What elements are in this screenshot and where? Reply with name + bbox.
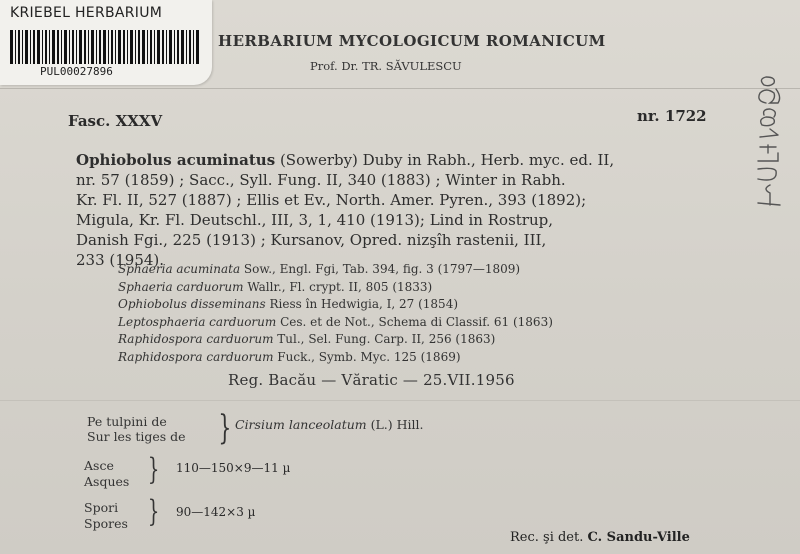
synonym-item: Sphaeria carduorum Wallr., Fl. crypt. II, 805 (1833): [118, 279, 433, 294]
synonym-list: [118, 261, 553, 366]
asci-measurement: 110—150×9—11 µ: [176, 461, 291, 475]
divider: [0, 400, 800, 401]
barcode-number: PUL00027896: [40, 65, 113, 78]
fascicle-label: Fasc. XXXV: [68, 112, 163, 130]
asci-label-ro: Asce: [84, 458, 114, 473]
synonym-item: Leptosphaeria carduorum Ces. et de Not., Schema di Classif. 61 (1863): [118, 314, 553, 329]
asci-label-fr: Asques: [84, 474, 130, 489]
barcode-icon: [10, 30, 200, 64]
substrate-labels: [87, 414, 186, 444]
citation-line: Kr. Fl. II, 527 (1887) ; Ellis et Ev., North. Amer. Pyren., 393 (1892);: [76, 191, 587, 209]
synonym-item: Sphaeria acuminata Sow., Engl. Fgi, Tab. 394, fig. 3 (1797—1809): [118, 262, 521, 276]
specimen-number: nr. 1722: [637, 107, 707, 125]
main-citation: [76, 150, 716, 270]
determiner-name: C. Sandu-Ville: [587, 530, 690, 545]
citation-line: 233 (1954).: [76, 251, 165, 269]
brace-icon: }: [147, 494, 160, 529]
brace-icon: }: [218, 408, 232, 448]
brace-icon: }: [147, 452, 160, 487]
locality-line: Reg. Bacău — Văratic — 25.VII.1956: [228, 371, 515, 389]
citation-line: Danish Fgi., 225 (1913) ; Kursanov, Opred. nizşîh rastenii, III,: [76, 231, 547, 249]
taxon-name: Ophiobolus acuminatus: [76, 151, 276, 169]
host-plant: Cirsium lanceolatum (L.) Hill.: [235, 417, 424, 432]
handwritten-accession-annotation: [748, 75, 788, 215]
synonym-item: Raphidospora carduorum Fuck., Symb. Myc. 125 (1869): [118, 349, 461, 364]
barcode-sticker: [0, 0, 212, 85]
citation-line: nr. 57 (1859) ; Sacc., Syll. Fung. II, 340 (1883) ; Winter in Rabh.: [76, 171, 566, 189]
spore-labels: [84, 500, 128, 532]
asci-labels: [84, 458, 129, 490]
substrate-label-fr: Sur les tiges de: [87, 429, 186, 444]
spore-label-ro: Spori: [84, 500, 119, 515]
synonym-item: Ophiobolus disseminans Riess în Hedwigia, I, 27 (1854): [118, 297, 459, 311]
spore-measurement: 90—142×3 µ: [176, 505, 256, 519]
sticker-title: KRIEBEL HERBARIUM: [10, 5, 163, 21]
spore-label-fr: Spores: [84, 516, 128, 531]
herbarium-subtitle: Prof. Dr. TR. SĂVULESCU: [310, 59, 462, 73]
host-name: Cirsium lanceolatum: [235, 417, 367, 432]
herbarium-title: HERBARIUM MYCOLOGICUM ROMANICUM: [218, 32, 606, 50]
citation-line: Ophiobolus acuminatus (Sowerby) Duby in Rabh., Herb. myc. ed. II,: [76, 151, 615, 169]
divider: [0, 88, 800, 89]
substrate-label-ro: Pe tulpini de: [87, 414, 167, 429]
synonym-item: Raphidospora carduorum Tul., Sel. Fung. Carp. II, 256 (1863): [118, 332, 496, 346]
determiner: Rec. şi det. C. Sandu-Ville: [510, 530, 690, 545]
citation-line: Migula, Kr. Fl. Deutschl., III, 3, 1, 410 (1913); Lind in Rostrup,: [76, 211, 553, 229]
